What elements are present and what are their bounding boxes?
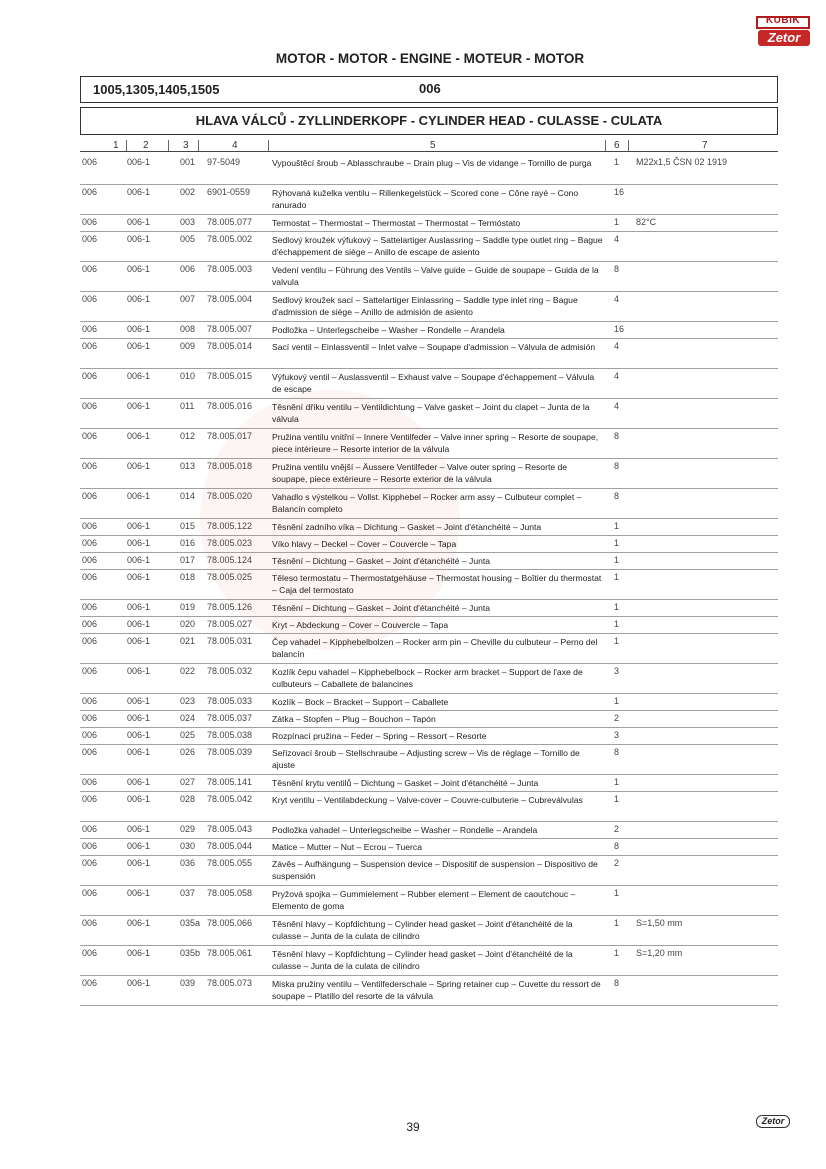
- group-cell: 006: [82, 858, 98, 868]
- group-cell: 006: [82, 341, 98, 351]
- table-row: [80, 916, 778, 946]
- description-cell: Rozpínací pružina – Feder – Spring – Ressort – Resorte: [272, 731, 487, 741]
- group-cell: 006: [82, 666, 98, 676]
- part-number-cell: 78.005.003: [207, 264, 253, 274]
- subgroup-cell: 006-1: [127, 294, 151, 304]
- part-number-cell: 78.005.015: [207, 371, 253, 381]
- table-row: [80, 369, 778, 399]
- description-cell: Kryt ventilu – Ventilabdeckung – Valve-cover – Couvre-culbuterie – Cubreválvulas: [272, 795, 583, 805]
- group-cell: 006: [82, 521, 98, 531]
- subgroup-cell: 006-1: [127, 713, 151, 723]
- table-row: [80, 886, 778, 916]
- description-cell: Těsnění – Dichtung – Gasket – Joint d'étanchéité – Junta: [272, 556, 491, 566]
- position-cell: 029: [180, 824, 196, 834]
- part-number-cell: 78.005.042: [207, 794, 253, 804]
- position-cell: 022: [180, 666, 196, 676]
- table-row: [80, 489, 778, 519]
- description-cell: Sedlový kroužek sací – Sattelartiger Einlassring – Saddle type inlet ring – Bague d'admission de siège – Anillo de admisión de asiento: [272, 295, 578, 317]
- part-number-cell: 78.005.025: [207, 572, 253, 582]
- position-cell: 019: [180, 602, 196, 612]
- quantity-cell: 8: [614, 461, 620, 471]
- subgroup-cell: 006-1: [127, 264, 151, 274]
- column-header-7: 7: [702, 140, 708, 151]
- description-cell: Rýhovaná kuželka ventilu – Rillenkegelstück – Scored cone – Cône rayé – Cono ranurado: [272, 188, 579, 210]
- position-cell: 024: [180, 713, 196, 723]
- part-number-cell: 78.005.002: [207, 234, 253, 244]
- column-header-6: 6: [614, 140, 620, 151]
- position-cell: 007: [180, 294, 196, 304]
- quantity-cell: 8: [614, 978, 620, 988]
- table-row: [80, 570, 778, 600]
- description-cell: Těsnění dříku ventilu – Ventildichtung – Valve gasket – Joint du clapet – Junta de la válvula: [272, 402, 590, 424]
- table-row: [80, 339, 778, 369]
- table-row: [80, 856, 778, 886]
- quantity-cell: 2: [614, 713, 620, 723]
- quantity-cell: 1: [614, 157, 620, 167]
- table-row: [80, 745, 778, 775]
- subgroup-cell: 006-1: [127, 636, 151, 646]
- table-row: [80, 215, 778, 232]
- subgroup-cell: 006-1: [127, 555, 151, 565]
- subgroup-cell: 006-1: [127, 491, 151, 501]
- subgroup-cell: 006-1: [127, 538, 151, 548]
- quantity-cell: 16: [614, 187, 625, 197]
- part-number-cell: 78.005.027: [207, 619, 253, 629]
- description-cell: Miska pružiny ventilu – Ventilfederschale – Spring retainer cup – Cuvette du ressort de soupape – Platillo del resorte de la válvula: [272, 979, 601, 1001]
- quantity-cell: 8: [614, 431, 620, 441]
- quantity-cell: 8: [614, 491, 620, 501]
- description-cell: Těsnění hlavy – Kopfdichtung – Cylinder head gasket – Joint d'étanchéité de la culasse – Junta de la culata de cilindro: [272, 949, 573, 971]
- group-cell: 006: [82, 747, 98, 757]
- page-number: 39: [406, 1120, 420, 1134]
- position-cell: 002: [180, 187, 196, 197]
- subgroup-cell: 006-1: [127, 371, 151, 381]
- description-cell: Kryt – Abdeckung – Cover – Couvercle – Tapa: [272, 620, 449, 630]
- table-row: [80, 185, 778, 215]
- part-number-cell: 78.005.023: [207, 538, 253, 548]
- logo-top-text: KUBIK: [765, 15, 801, 26]
- position-cell: 020: [180, 619, 196, 629]
- model-list: 1005,1305,1405,1505: [93, 82, 220, 97]
- part-number-cell: 78.005.124: [207, 555, 253, 565]
- remark-cell: M22x1,5 ČSN 02 1919: [636, 157, 728, 167]
- table-row: [80, 822, 778, 839]
- position-cell: 025: [180, 730, 196, 740]
- part-number-cell: 78.005.073: [207, 978, 253, 988]
- group-cell: 006: [82, 555, 98, 565]
- part-number-cell: 78.005.014: [207, 341, 253, 351]
- section-title: HLAVA VÁLCŮ - ZYLLINDERKOPF - CYLINDER HEAD - CULASSE - CULATA: [195, 113, 663, 128]
- kubik-zetor-logo: [756, 16, 812, 46]
- part-number-cell: 78.005.007: [207, 324, 253, 334]
- subgroup-cell: 006-1: [127, 461, 151, 471]
- quantity-cell: 1: [614, 777, 620, 787]
- subgroup-cell: 006-1: [127, 747, 151, 757]
- group-cell: 006: [82, 431, 98, 441]
- group-cell: 006: [82, 324, 98, 334]
- group-cell: 006: [82, 461, 98, 471]
- group-number: 006: [419, 81, 441, 96]
- subgroup-cell: 006-1: [127, 666, 151, 676]
- quantity-cell: 1: [614, 217, 620, 227]
- group-cell: 006: [82, 264, 98, 274]
- position-cell: 023: [180, 696, 196, 706]
- column-header-3: 3: [183, 140, 189, 151]
- quantity-cell: 8: [614, 747, 620, 757]
- quantity-cell: 2: [614, 858, 620, 868]
- table-row: [80, 536, 778, 553]
- column-header-2: 2: [143, 140, 149, 151]
- quantity-cell: 4: [614, 401, 620, 411]
- subgroup-cell: 006-1: [127, 777, 151, 787]
- position-cell: 008: [180, 324, 196, 334]
- subgroup-cell: 006-1: [127, 341, 151, 351]
- quantity-cell: 4: [614, 294, 620, 304]
- subgroup-cell: 006-1: [127, 824, 151, 834]
- parts-table: [0, 155, 826, 1006]
- description-cell: Těsnění hlavy – Kopfdichtung – Cylinder head gasket – Joint d'étanchéité de la culasse – Junta de la culata de cilindro: [272, 919, 573, 941]
- group-cell: 006: [82, 824, 98, 834]
- group-cell: 006: [82, 572, 98, 582]
- quantity-cell: 1: [614, 636, 620, 646]
- description-cell: Závěs – Aufhängung – Suspension device – Dispositif de suspension – Dispositivo de suspensión: [272, 859, 598, 881]
- group-cell: 006: [82, 636, 98, 646]
- table-row: [80, 792, 778, 822]
- group-cell: 006: [82, 918, 98, 928]
- description-cell: Podložka – Unterlegscheibe – Washer – Rondelle – Arandela: [272, 325, 505, 335]
- group-cell: 006: [82, 794, 98, 804]
- table-row: [80, 946, 778, 976]
- table-row: [80, 262, 778, 292]
- part-number-cell: 78.005.039: [207, 747, 253, 757]
- table-row: [80, 232, 778, 262]
- subgroup-cell: 006-1: [127, 794, 151, 804]
- table-row: [80, 728, 778, 745]
- subgroup-cell: 006-1: [127, 572, 151, 582]
- column-header-1: 1: [113, 140, 119, 151]
- subgroup-cell: 006-1: [127, 157, 151, 167]
- description-cell: Pryžová spojka – Gummielement – Rubber element – Element de caoutchouc – Elemento de goma: [272, 889, 576, 911]
- description-cell: Pružina ventilu vnější – Äussere Ventilfeder – Valve outer spring – Resorte de soupape, piece extérieure – Resorte exterior de la válvula: [272, 462, 568, 484]
- part-number-cell: 78.005.044: [207, 841, 253, 851]
- quantity-cell: 1: [614, 572, 620, 582]
- group-cell: 006: [82, 491, 98, 501]
- quantity-cell: 1: [614, 696, 620, 706]
- group-cell: 006: [82, 841, 98, 851]
- part-number-cell: 78.005.055: [207, 858, 253, 868]
- table-row: [80, 292, 778, 322]
- table-row: [80, 459, 778, 489]
- subgroup-cell: 006-1: [127, 431, 151, 441]
- description-cell: Zátka – Stopfen – Plug – Bouchon – Tapón: [272, 714, 436, 724]
- table-row: [80, 711, 778, 728]
- group-cell: 006: [82, 234, 98, 244]
- group-cell: 006: [82, 187, 98, 197]
- group-cell: 006: [82, 401, 98, 411]
- group-cell: 006: [82, 371, 98, 381]
- group-cell: 006: [82, 978, 98, 988]
- group-cell: 006: [82, 602, 98, 612]
- quantity-cell: 1: [614, 948, 620, 958]
- subgroup-cell: 006-1: [127, 858, 151, 868]
- part-number-cell: 78.005.033: [207, 696, 253, 706]
- position-cell: 003: [180, 217, 196, 227]
- table-row: [80, 600, 778, 617]
- group-cell: 006: [82, 538, 98, 548]
- column-header-5: 5: [430, 140, 436, 151]
- position-cell: 009: [180, 341, 196, 351]
- table-row: [80, 155, 778, 185]
- table-row: [80, 519, 778, 536]
- description-cell: Vahadlo s výstelkou – Vollst. Kipphebel – Rocker arm assy – Culbuteur complet – Balancín completo: [272, 492, 582, 514]
- part-number-cell: 6901-0559: [207, 187, 251, 197]
- part-number-cell: 78.005.018: [207, 461, 253, 471]
- group-cell: 006: [82, 696, 98, 706]
- subgroup-cell: 006-1: [127, 187, 151, 197]
- quantity-cell: 3: [614, 666, 620, 676]
- description-cell: Kozlík – Bock – Bracket – Support – Caballete: [272, 697, 449, 707]
- position-cell: 030: [180, 841, 196, 851]
- quantity-cell: 1: [614, 888, 620, 898]
- description-cell: Výfukový ventil – Auslassventil – Exhaust valve – Soupape d'échappement – Válvula de escape: [272, 372, 595, 394]
- part-number-cell: 78.005.077: [207, 217, 253, 227]
- subgroup-cell: 006-1: [127, 521, 151, 531]
- quantity-cell: 8: [614, 264, 620, 274]
- position-cell: 026: [180, 747, 196, 757]
- part-number-cell: 78.005.066: [207, 918, 253, 928]
- subgroup-cell: 006-1: [127, 918, 151, 928]
- position-cell: 006: [180, 264, 196, 274]
- description-cell: Čep vahadel – Kipphebelbolzen – Rocker arm pin – Cheville du culbuteur – Perno del balancín: [272, 637, 598, 659]
- description-cell: Těleso termostatu – Thermostatgehäuse – Thermostat housing – Boîtier du thermostat – Caja del termostato: [272, 573, 602, 595]
- description-cell: Víko hlavy – Deckel – Cover – Couvercle – Tapa: [272, 539, 457, 549]
- part-number-cell: 78.005.016: [207, 401, 253, 411]
- description-cell: Těsnění zadního víka – Dichtung – Gasket – Joint d'étanchéité – Junta: [272, 522, 542, 532]
- subgroup-cell: 006-1: [127, 888, 151, 898]
- subgroup-cell: 006-1: [127, 619, 151, 629]
- quantity-cell: 16: [614, 324, 625, 334]
- quantity-cell: 2: [614, 824, 620, 834]
- description-cell: Těsnění – Dichtung – Gasket – Joint d'étanchéité – Junta: [272, 603, 491, 613]
- group-cell: 006: [82, 948, 98, 958]
- description-cell: Pružina ventilu vnitřní – Innere Ventilfeder – Valve inner spring – Resorte de soupape, piece intérieure – Resorte interior de la válvula: [272, 432, 599, 454]
- table-row: [80, 429, 778, 459]
- part-number-cell: 78.005.122: [207, 521, 253, 531]
- group-cell: 006: [82, 777, 98, 787]
- description-cell: Seřizovací šroub – Stellschraube – Adjusting screw – Vis de réglage – Tornillo de ajuste: [272, 748, 580, 770]
- position-cell: 027: [180, 777, 196, 787]
- group-cell: 006: [82, 217, 98, 227]
- quantity-cell: 1: [614, 619, 620, 629]
- part-number-cell: 78.005.141: [207, 777, 253, 787]
- group-cell: 006: [82, 157, 98, 167]
- part-number-cell: 78.005.061: [207, 948, 253, 958]
- table-row: [80, 775, 778, 792]
- part-number-cell: 78.005.017: [207, 431, 253, 441]
- position-cell: 012: [180, 431, 196, 441]
- footer-zetor-logo: Zetor: [756, 1115, 790, 1128]
- subgroup-cell: 006-1: [127, 602, 151, 612]
- quantity-cell: 1: [614, 521, 620, 531]
- remark-cell: S=1,20 mm: [636, 948, 683, 958]
- table-row: [80, 399, 778, 429]
- group-cell: 006: [82, 619, 98, 629]
- subgroup-cell: 006-1: [127, 324, 151, 334]
- part-number-cell: 78.005.038: [207, 730, 253, 740]
- section-header: [80, 107, 778, 135]
- position-cell: 015: [180, 521, 196, 531]
- quantity-cell: 4: [614, 234, 620, 244]
- description-cell: Termostat – Thermostat – Thermostat – Thermostat – Termóstato: [272, 218, 521, 228]
- position-cell: 010: [180, 371, 196, 381]
- position-cell: 037: [180, 888, 196, 898]
- subgroup-cell: 006-1: [127, 730, 151, 740]
- part-number-cell: 78.005.032: [207, 666, 253, 676]
- position-cell: 011: [180, 401, 195, 411]
- header-rule: [80, 151, 778, 152]
- table-row: [80, 634, 778, 664]
- part-number-cell: 78.005.037: [207, 713, 253, 723]
- remark-cell: 82°C: [636, 217, 657, 227]
- position-cell: 013: [180, 461, 196, 471]
- quantity-cell: 1: [614, 794, 620, 804]
- table-row: [80, 664, 778, 694]
- model-header: [80, 76, 778, 103]
- table-row: [80, 839, 778, 856]
- column-header-4: 4: [232, 140, 238, 151]
- table-row: [80, 322, 778, 339]
- position-cell: 014: [180, 491, 196, 501]
- quantity-cell: 1: [614, 538, 620, 548]
- description-cell: Vedení ventilu – Führung des Ventils – Valve guide – Guide de soupape – Guida de la valvula: [272, 265, 599, 287]
- position-cell: 017: [180, 555, 196, 565]
- description-cell: Podložka vahadel – Unterlegscheibe – Washer – Rondelle – Arandela: [272, 825, 538, 835]
- description-cell: Těsnění krytu ventilů – Dichtung – Gasket – Joint d'étanchéité – Junta: [272, 778, 539, 788]
- subgroup-cell: 006-1: [127, 841, 151, 851]
- subgroup-cell: 006-1: [127, 696, 151, 706]
- description-cell: Sací ventil – Einlassventil – Inlet valve – Soupape d'admission – Válvula de admisión: [272, 342, 596, 352]
- logo-bottom-text: Zetor: [758, 30, 810, 46]
- group-cell: 006: [82, 888, 98, 898]
- table-row: [80, 694, 778, 711]
- table-row: [80, 976, 778, 1006]
- position-cell: 039: [180, 978, 196, 988]
- subgroup-cell: 006-1: [127, 234, 151, 244]
- group-cell: 006: [82, 713, 98, 723]
- position-cell: 035a: [180, 918, 201, 928]
- quantity-cell: 8: [614, 841, 620, 851]
- part-number-cell: 78.005.020: [207, 491, 253, 501]
- part-number-cell: 78.005.126: [207, 602, 253, 612]
- table-row: [80, 617, 778, 634]
- quantity-cell: 4: [614, 341, 620, 351]
- subgroup-cell: 006-1: [127, 217, 151, 227]
- description-cell: Vypouštěcí šroub – Ablasschraube – Drain plug – Vis de vidange – Tornillo de purga: [272, 158, 592, 168]
- position-cell: 021: [180, 636, 196, 646]
- position-cell: 018: [180, 572, 196, 582]
- position-cell: 005: [180, 234, 196, 244]
- quantity-cell: 1: [614, 602, 620, 612]
- position-cell: 035b: [180, 948, 201, 958]
- group-cell: 006: [82, 730, 98, 740]
- position-cell: 028: [180, 794, 196, 804]
- quantity-cell: 4: [614, 371, 620, 381]
- description-cell: Sedlový kroužek výfukový – Sattelartiger Auslassring – Saddle type outlet ring – Bague d'échappement de siège – Anillo de escape de asiento: [272, 235, 603, 257]
- subgroup-cell: 006-1: [127, 948, 151, 958]
- part-number-cell: 78.005.043: [207, 824, 253, 834]
- part-number-cell: 78.005.004: [207, 294, 253, 304]
- group-cell: 006: [82, 294, 98, 304]
- subgroup-cell: 006-1: [127, 401, 151, 411]
- quantity-cell: 1: [614, 555, 620, 565]
- table-row: [80, 553, 778, 570]
- quantity-cell: 3: [614, 730, 620, 740]
- part-number-cell: 78.005.031: [207, 636, 253, 646]
- position-cell: 001: [180, 157, 196, 167]
- description-cell: Matice – Mutter – Nut – Ecrou – Tuerca: [272, 842, 422, 852]
- position-cell: 036: [180, 858, 196, 868]
- page-title: MOTOR - MOTOR - ENGINE - MOTEUR - MOTOR: [275, 51, 585, 66]
- subgroup-cell: 006-1: [127, 978, 151, 988]
- description-cell: Kozlík čepu vahadel – Kipphebelbock – Rocker arm bracket – Support de l'axe de culbuteurs – Caballete de balancines: [272, 667, 583, 689]
- part-number-cell: 78.005.058: [207, 888, 253, 898]
- quantity-cell: 1: [614, 918, 620, 928]
- part-number-cell: 97-5049: [207, 157, 241, 167]
- remark-cell: S=1,50 mm: [636, 918, 683, 928]
- position-cell: 016: [180, 538, 196, 548]
